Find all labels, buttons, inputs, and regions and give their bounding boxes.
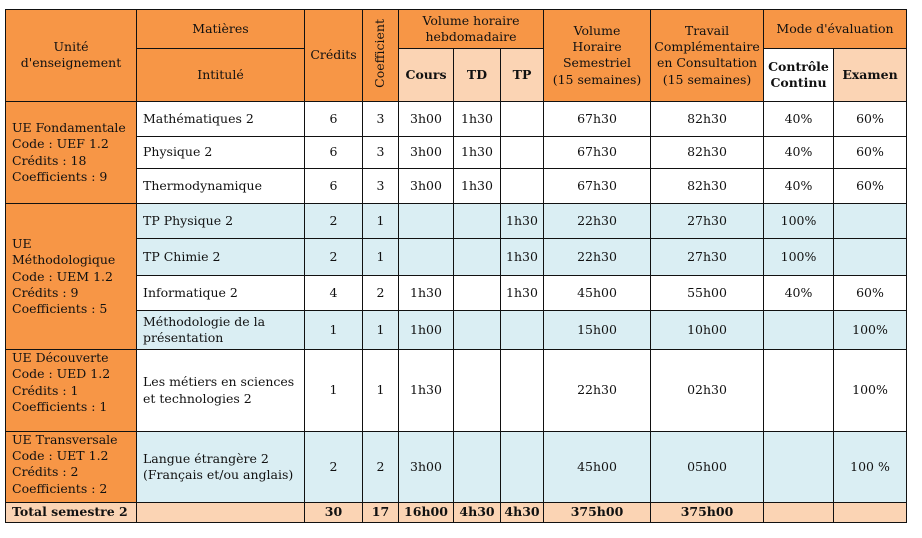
row-examen: 60% xyxy=(834,136,907,169)
row-vhs: 22h30 xyxy=(544,350,651,432)
row-travail: 02h30 xyxy=(651,350,764,432)
row-travail: 82h30 xyxy=(651,101,764,136)
row-cours: 3h00 xyxy=(399,136,454,169)
total-label: Total semestre 2 xyxy=(6,502,137,522)
row-cc xyxy=(764,431,834,502)
row-credits: 6 xyxy=(305,101,363,136)
row-vhs: 15h00 xyxy=(544,311,651,350)
header-controle-continu: Contrôle Continu xyxy=(764,48,834,101)
row-coef: 3 xyxy=(363,169,399,204)
row-cc: 40% xyxy=(764,101,834,136)
header-td: TD xyxy=(454,48,501,101)
row-travail: 82h30 xyxy=(651,169,764,204)
row-examen: 100% xyxy=(834,311,907,350)
row-credits: 2 xyxy=(305,238,363,275)
ue-cell: UE Méthodologique Code : UEM 1.2 Crédits : 9 Coefficients : 5 xyxy=(6,204,137,350)
header-credits: Crédits xyxy=(305,10,363,102)
row-intitule: Langue étrangère 2 (Français et/ou anglais) xyxy=(137,431,305,502)
table-row xyxy=(6,431,907,502)
row-credits: 2 xyxy=(305,204,363,239)
row-vhs: 22h30 xyxy=(544,238,651,275)
row-vhs: 45h00 xyxy=(544,275,651,311)
table-row xyxy=(6,101,907,136)
row-td xyxy=(454,204,501,239)
header-unite: Unité d'enseignement xyxy=(6,10,137,102)
row-cours: 1h30 xyxy=(399,350,454,432)
total-vhs: 375h00 xyxy=(544,502,651,522)
row-travail: 27h30 xyxy=(651,238,764,275)
row-cc: 100% xyxy=(764,238,834,275)
header-cours: Cours xyxy=(399,48,454,101)
total-coef: 17 xyxy=(363,502,399,522)
total-travail: 375h00 xyxy=(651,502,764,522)
row-examen: 60% xyxy=(834,101,907,136)
total-tp: 4h30 xyxy=(501,502,544,522)
row-vhs: 67h30 xyxy=(544,136,651,169)
row-intitule: Thermodynamique xyxy=(137,169,305,204)
row-vhs: 67h30 xyxy=(544,169,651,204)
row-credits: 6 xyxy=(305,169,363,204)
header-matieres: Matières xyxy=(137,10,305,49)
row-intitule: Informatique 2 xyxy=(137,275,305,311)
total-examen-empty xyxy=(834,502,907,522)
row-td xyxy=(454,311,501,350)
row-examen xyxy=(834,238,907,275)
total-credits: 30 xyxy=(305,502,363,522)
curriculum-table xyxy=(5,9,907,523)
row-coef: 1 xyxy=(363,350,399,432)
row-travail: 55h00 xyxy=(651,275,764,311)
row-tp xyxy=(501,136,544,169)
row-tp xyxy=(501,311,544,350)
row-coef: 3 xyxy=(363,101,399,136)
row-examen xyxy=(834,204,907,239)
row-vhs: 45h00 xyxy=(544,431,651,502)
total-cc-empty xyxy=(764,502,834,522)
row-tp xyxy=(501,350,544,432)
header-volume-hebdo: Volume horaire hebdomadaire xyxy=(399,10,544,49)
row-cc xyxy=(764,350,834,432)
row-credits: 4 xyxy=(305,275,363,311)
row-td: 1h30 xyxy=(454,169,501,204)
row-cc xyxy=(764,311,834,350)
table-row xyxy=(6,169,907,204)
row-credits: 2 xyxy=(305,431,363,502)
row-tp: 1h30 xyxy=(501,275,544,311)
row-cours: 3h00 xyxy=(399,101,454,136)
row-tp: 1h30 xyxy=(501,238,544,275)
row-intitule: Méthodologie de la présentation xyxy=(137,311,305,350)
row-cc: 40% xyxy=(764,169,834,204)
row-td xyxy=(454,238,501,275)
row-coef: 1 xyxy=(363,311,399,350)
row-credits: 6 xyxy=(305,136,363,169)
row-cours xyxy=(399,204,454,239)
row-examen: 100 % xyxy=(834,431,907,502)
header-intitule: Intitulé xyxy=(137,48,305,101)
row-coef: 2 xyxy=(363,431,399,502)
row-credits: 1 xyxy=(305,350,363,432)
row-travail: 05h00 xyxy=(651,431,764,502)
row-coef: 1 xyxy=(363,238,399,275)
header-coefficient-label: Coefficient xyxy=(372,18,388,88)
row-td xyxy=(454,275,501,311)
row-examen: 100% xyxy=(834,350,907,432)
header-travail-complementaire: Travail Complémentaire en Consultation (15 semaines) xyxy=(651,10,764,102)
row-intitule: Mathématiques 2 xyxy=(137,101,305,136)
row-tp: 1h30 xyxy=(501,204,544,239)
row-coef: 3 xyxy=(363,136,399,169)
header-examen: Examen xyxy=(834,48,907,101)
row-coef: 2 xyxy=(363,275,399,311)
row-cours: 3h00 xyxy=(399,431,454,502)
ue-cell: UE Transversale Code : UET 1.2 Crédits : 2 Coefficients : 2 xyxy=(6,431,137,502)
header-volume-semestriel: Volume Horaire Semestriel (15 semaines) xyxy=(544,10,651,102)
row-td: 1h30 xyxy=(454,101,501,136)
total-td: 4h30 xyxy=(454,502,501,522)
row-credits: 1 xyxy=(305,311,363,350)
row-cours xyxy=(399,238,454,275)
row-vhs: 22h30 xyxy=(544,204,651,239)
header-mode-evaluation: Mode d'évaluation xyxy=(764,10,907,49)
row-vhs: 67h30 xyxy=(544,101,651,136)
table-row xyxy=(6,238,907,275)
row-intitule: Physique 2 xyxy=(137,136,305,169)
table-row xyxy=(6,136,907,169)
row-td: 1h30 xyxy=(454,136,501,169)
row-tp xyxy=(501,431,544,502)
row-examen: 60% xyxy=(834,169,907,204)
row-travail: 10h00 xyxy=(651,311,764,350)
table-row xyxy=(6,311,907,350)
row-cc: 40% xyxy=(764,275,834,311)
ue-cell: UE Découverte Code : UED 1.2 Crédits : 1 Coefficients : 1 xyxy=(6,350,137,432)
row-cours: 1h00 xyxy=(399,311,454,350)
row-cc: 40% xyxy=(764,136,834,169)
row-cc: 100% xyxy=(764,204,834,239)
row-td xyxy=(454,350,501,432)
row-intitule: TP Chimie 2 xyxy=(137,238,305,275)
row-cours: 1h30 xyxy=(399,275,454,311)
row-cours: 3h00 xyxy=(399,169,454,204)
row-intitule: Les métiers en sciences et technologies 2 xyxy=(137,350,305,432)
header-coefficient xyxy=(363,10,399,102)
total-cours: 16h00 xyxy=(399,502,454,522)
table-row xyxy=(6,350,907,432)
ue-cell: UE Fondamentale Code : UEF 1.2 Crédits : 18 Coefficients : 9 xyxy=(6,101,137,203)
row-travail: 82h30 xyxy=(651,136,764,169)
row-td xyxy=(454,431,501,502)
row-intitule: TP Physique 2 xyxy=(137,204,305,239)
table-row xyxy=(6,204,907,239)
table-row xyxy=(6,275,907,311)
total-empty xyxy=(137,502,305,522)
row-tp xyxy=(501,101,544,136)
header-tp: TP xyxy=(501,48,544,101)
row-examen: 60% xyxy=(834,275,907,311)
row-travail: 27h30 xyxy=(651,204,764,239)
row-tp xyxy=(501,169,544,204)
row-coef: 1 xyxy=(363,204,399,239)
